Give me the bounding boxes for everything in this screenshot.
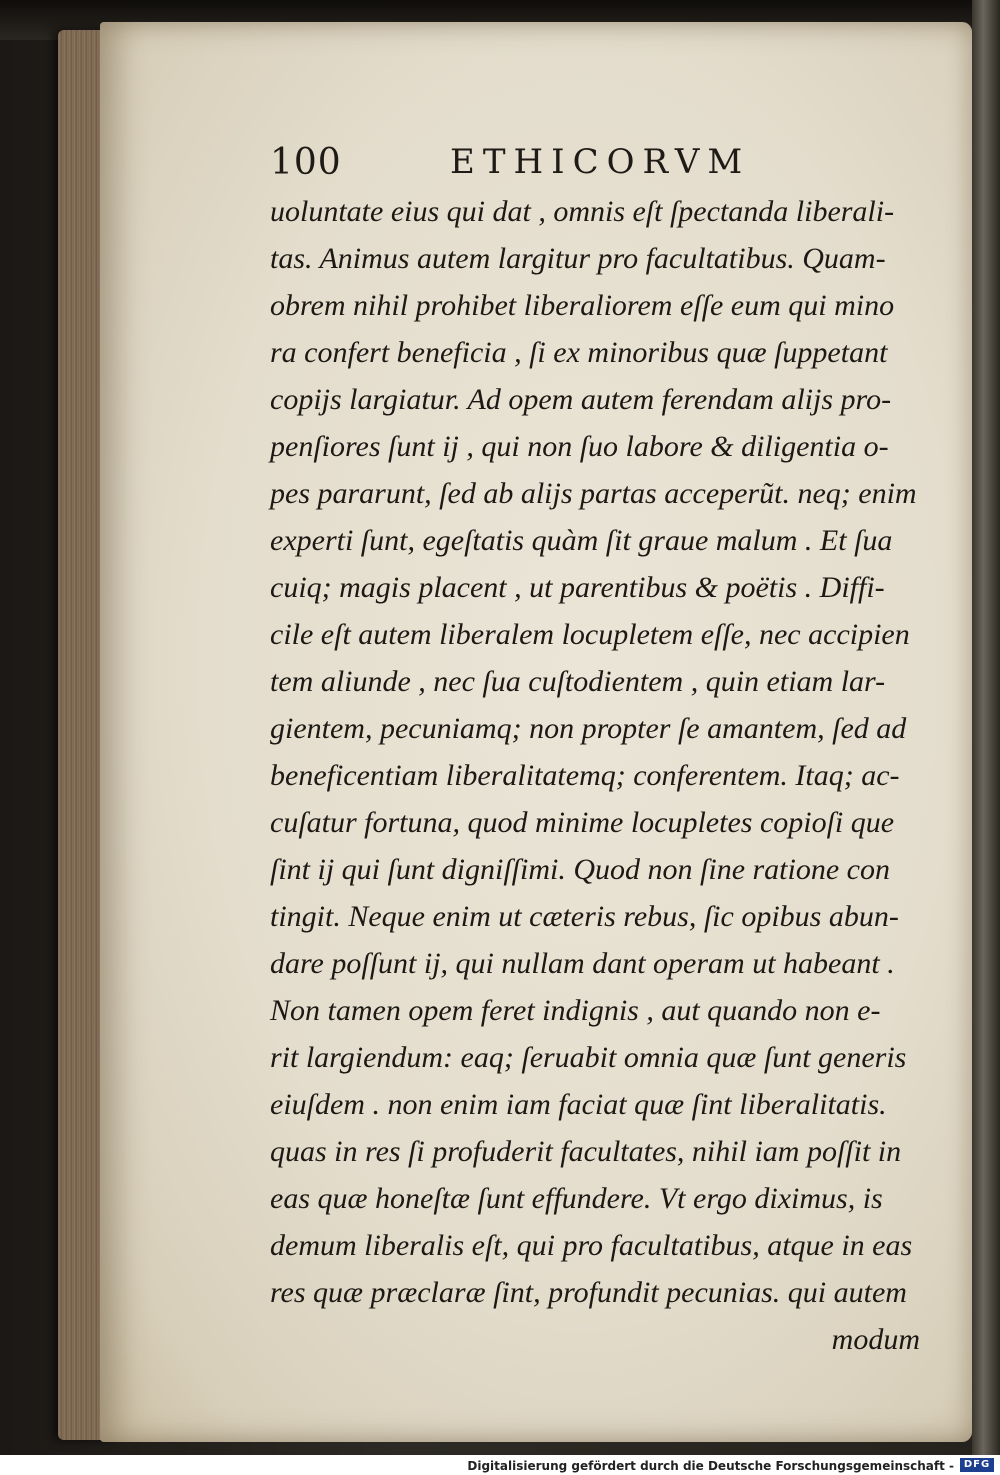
text-line: quas in res ſi profuderit facultates, nihil iam poſſit in [270,1135,902,1168]
text-line: beneficentiam liberalitatemq; conferentem. Itaq; ac- [270,759,900,792]
text-line: cile eſt autem liberalem locupletem eſſe, nec accipien [270,618,910,651]
text-line: obrem nihil prohibet liberaliorem eſſe eum qui mino [270,289,895,322]
body-text [270,188,920,1363]
footer-bar [0,1455,1000,1475]
scan-border-right [972,0,1000,1455]
page-number: 100 [270,142,342,183]
text-line: uoluntate eius qui dat , omnis eſt ſpectanda liberali- [270,195,895,228]
text-line: cuſatur fortuna, quod minime locupletes copioſi que [270,806,895,839]
text-line: tem aliunde , nec ſua cuſtodientem , quin etiam lar- [270,665,886,698]
text-line: tingit. Neque enim ut cæteris rebus, ſic opibus abun- [270,900,899,933]
dfg-logo: DFG [960,1458,994,1472]
text-line: cuiq; magis placent , ut parentibus & poëtis . Diffi- [270,571,885,604]
text-line: res quæ præclaræ ſint, profundit pecunias. qui autem [270,1276,907,1309]
text-line: eiuſdem . non enim iam faciat quæ ſint liberalitatis. [270,1088,887,1121]
catchword: modum [831,1323,920,1356]
running-title: ETHICORVM [450,142,751,182]
text-line: rit largiendum: eaq; ſeruabit omnia quæ ſunt generis [270,1041,907,1074]
text-line: gientem, pecuniamq; non propter ſe amantem, ſed ad [270,712,907,745]
text-line: copijs largiatur. Ad opem autem ferendam alijs pro- [270,383,892,416]
text-line: Non tamen opem feret indignis , aut quando non e- [270,994,881,1027]
funding-notice: Digitalisierung gefördert durch die Deutsche Forschungsgemeinschaft - [467,1459,954,1473]
text-line: experti ſunt, egeſtatis quàm ſit graue malum . Et ſua [270,524,893,557]
page-header [270,136,810,188]
text-line: dare poſſunt ij, qui nullam dant operam ut habeant . [270,947,895,980]
text-line: tas. Animus autem largitur pro facultatibus. Quam- [270,242,886,275]
text-line: pes pararunt, ſed ab alijs partas acceperũt. neq; enim [270,477,917,510]
text-line: eas quæ honeſtæ ſunt effundere. Vt ergo diximus, is [270,1182,883,1215]
text-line: ra confert beneficia , ſi ex minoribus quæ ſuppetant [270,336,888,369]
text-line: penſiores ſunt ij , qui non ſuo labore & diligentia o- [270,430,889,463]
text-line: ſint ij qui ſunt digniſſimi. Quod non ſine ratione con [270,853,890,886]
text-line: demum liberalis eſt, qui pro facultatibus, atque in eas [270,1229,913,1262]
